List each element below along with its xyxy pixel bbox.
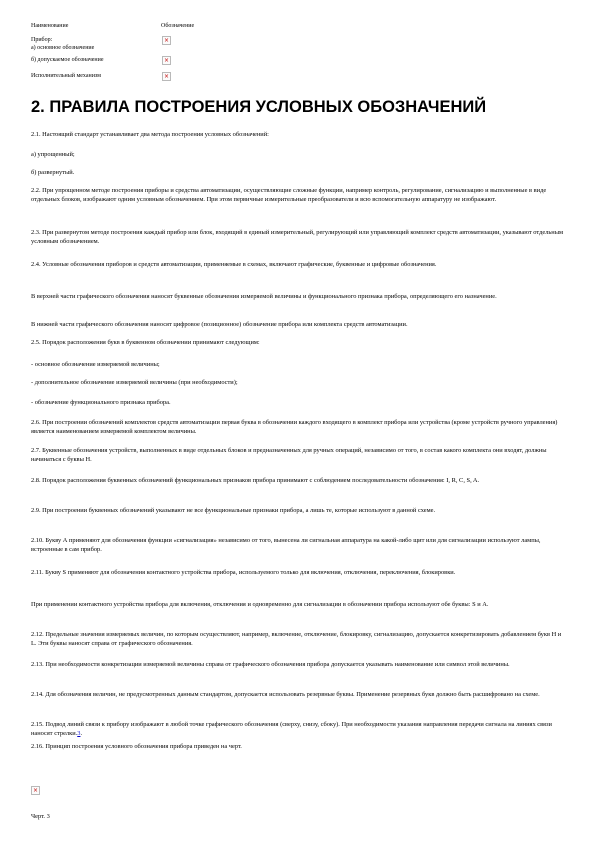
paragraph: В верхней части графического обозначения наносят буквенные обозначения измеряемой величины и функционального признака прибора, определяющего его назначение.: [31, 293, 497, 300]
paragraph: - основное обозначение измеряемой величины;: [31, 361, 160, 368]
symbols-table: [31, 22, 291, 86]
table-header-row: [31, 22, 291, 36]
table-header-name: Наименование: [31, 23, 69, 29]
paragraph: При применении контактного устройства прибора для включения, отключения и одновременно для сигнализации в обозначении прибора используют обе буквы: S и A.: [31, 601, 489, 608]
paragraph-text: 2.15. Подвод линий связи к прибору изображают в любой точке графического обозначения (сверху, снизу, сбоку). При необходимости указания направления передачи сигнала на линиях связи наносят стрелки.: [31, 721, 552, 738]
paragraph: б) развернутый.: [31, 169, 75, 176]
paragraph: 2.16. Принцип построения условного обозначения прибора приведен на черт.: [31, 743, 242, 750]
table-row-label: Прибор:: [31, 37, 53, 43]
paragraph: 2.8. Порядок расположения буквенных обозначений функциональных признаков прибора принимают с соблюдением последовательности обозначения: I, R, C, S, A.: [31, 477, 480, 484]
table-row: [31, 56, 291, 72]
paragraph: 2.14. Для обозначения величин, не предусмотренных данным стандартом, допускается использовать резервные буквы. Применение резервных букв должно быть расшифровано на схеме.: [31, 691, 540, 698]
paragraph: 2.4. Условные обозначения приборов и средств автоматизации, применяемые в схемах, включают графические, буквенные и цифровые обозначения.: [31, 261, 437, 268]
paragraph: В нижней части графического обозначения наносят цифровое (позиционное) обозначение прибора или комплекта средств автоматизации.: [31, 321, 408, 328]
chart-caption: Черт. 3: [31, 813, 50, 820]
broken-image-icon: ×: [163, 57, 170, 64]
table-row-label: б) допускаемое обозначение: [31, 57, 104, 63]
paragraph: 2.6. При построении обозначений комплектов средств автоматизации первая буква в обозначении каждого входящего в комплект прибора или устройства (кроме устройств ручного управления) является наименованием измеряемой комплектом величины.: [31, 419, 558, 436]
paragraph: 2.7. Буквенные обозначения устройств, выполненных в виде отдельных блоков и предназначенных для ручных операций, независимо от того, в состав какого комплекта они входят, должны начинаться с буквы Н.: [31, 447, 547, 464]
paragraph: а) упрощенный;: [31, 151, 75, 158]
paragraph: [31, 720, 566, 739]
paragraph: 2.2. При упрощенном методе построения приборы и средства автоматизации, осуществляющие сложные функции, например контроль, регулирование, сигнализацию и выполненные в виде отдельных блоков, изображают одним условным обозначением. При этом первичные измерительные преобразователи и всю вспомогательную аппаратуру не изображают.: [31, 187, 547, 204]
broken-image-icon: ×: [32, 787, 39, 794]
paragraph: - дополнительное обозначение измеряемой величины (при необходимости);: [31, 379, 238, 386]
paragraph: 2.3. При развернутом методе построения каждый прибор или блок, входящий в единый измерительный, регулирующий или управляющий комплект средств автоматизации, указывают отдельным условным обозначением.: [31, 229, 564, 246]
paragraph: 2.12. Предельные значения измеряемых величин, по которым осуществляют, например, включение, отключение, блокировку, сигнализацию, допускается конкретизировать добавлением букв Н и L. Эти буквы наносят справа от графического обозначения.: [31, 631, 562, 648]
table-row: [31, 72, 291, 86]
table-row-label: а) основное обозначение: [31, 45, 95, 51]
broken-image-icon: ×: [163, 37, 170, 44]
paragraph: 2.11. Букву S применяют для обозначения контактного устройства прибора, используемого только для включения, отключения, переключения, блокировки.: [31, 569, 456, 576]
paragraph-period: .: [80, 730, 83, 738]
section-title: 2. ПРАВИЛА ПОСТРОЕНИЯ УСЛОВНЫХ ОБОЗНАЧЕНИЙ: [31, 98, 487, 116]
table-header-symbol: Обозначение: [161, 23, 195, 29]
paragraph: 2.1. Настоящий стандарт устанавливает два метода построения условных обозначений:: [31, 131, 269, 138]
table-row-label: Исполнительный механизм: [31, 73, 101, 79]
chart-link[interactable]: 3: [77, 730, 81, 738]
paragraph: 2.10. Букву А применяют для обозначения функции «сигнализация» независимо от того, вынесена ли сигнальная аппаратура на какой-либо щит или для сигнализации используют лампы, встроенные в сам прибор.: [31, 537, 541, 554]
paragraph: - обозначение функционального признака прибора.: [31, 399, 171, 406]
broken-image-icon: ×: [163, 73, 170, 80]
paragraph: 2.13. При необходимости конкретизации измеряемой величины справа от графического обозначения прибора допускается указывать наименование или символ этой величины.: [31, 661, 510, 668]
table-row: [31, 36, 291, 56]
paragraph: 2.5. Порядок расположения букв в буквенном обозначении принимают следующим:: [31, 339, 260, 346]
paragraph: 2.9. При построении буквенных обозначений указывают не все функциональные признаки прибора, а лишь те, которые используют в данной схеме.: [31, 507, 436, 514]
